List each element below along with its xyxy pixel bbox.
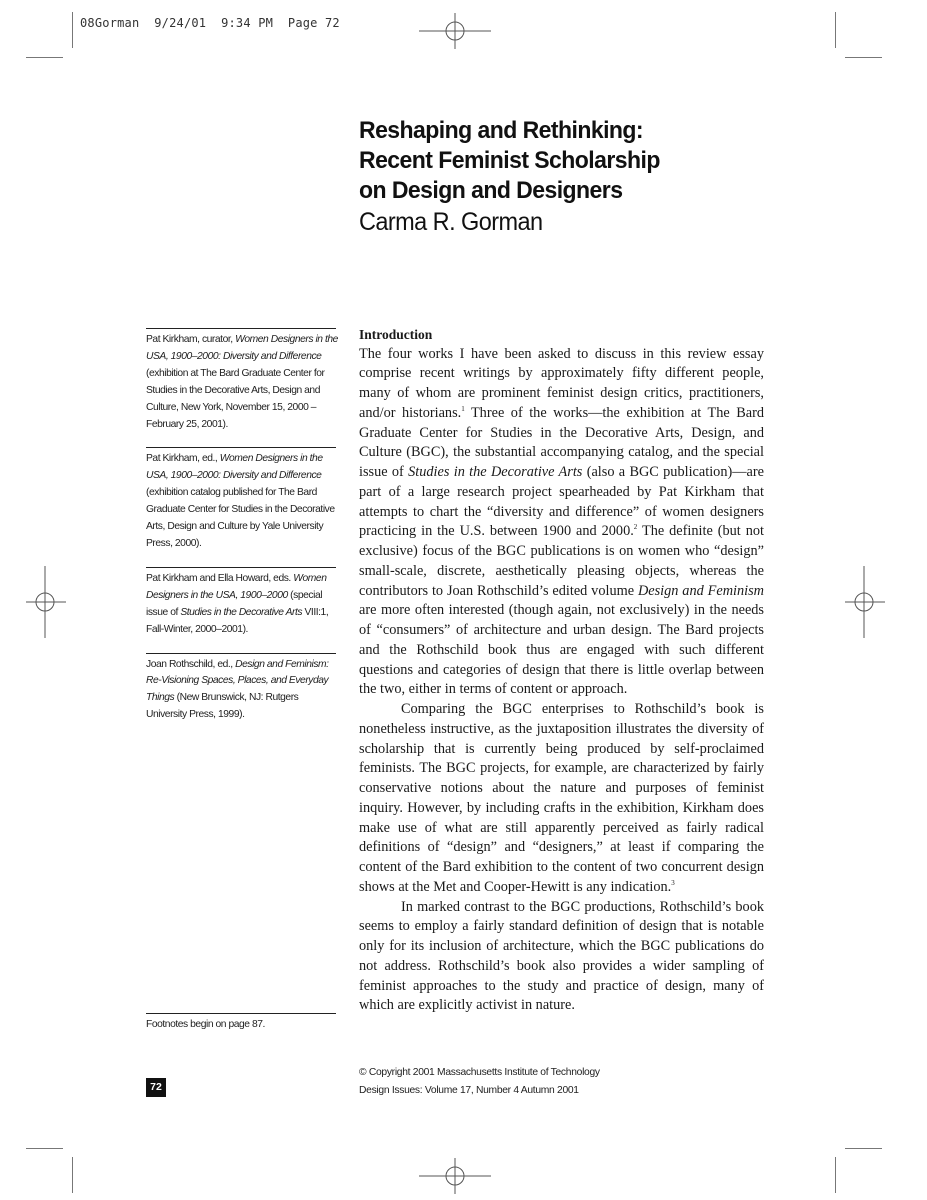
- footnotes-note: [146, 1013, 336, 1034]
- italic-text: Women Designers in the: [219, 453, 323, 465]
- body-paragraph: [359, 700, 764, 898]
- reference-entry: [146, 653, 336, 725]
- italic-text: Things: [146, 692, 175, 704]
- reference-line: [146, 690, 336, 707]
- reference-line: [146, 536, 336, 553]
- italic-text: Women: [293, 572, 327, 584]
- text-run: Pat Kirkham, curator,: [146, 334, 236, 345]
- text-run: February 25, 2001).: [146, 418, 228, 430]
- article-title-block: [359, 116, 839, 238]
- reference-line: [146, 451, 336, 468]
- article-title-line: Reshaping and Rethinking:: [359, 117, 644, 144]
- reference-line: [146, 400, 336, 417]
- copyright-block: [359, 1064, 779, 1100]
- article-author: Carma R. Gorman: [359, 208, 543, 236]
- italic-text: USA, 1900–2000: Diversity and Difference: [146, 470, 322, 482]
- section-heading: Introduction: [359, 327, 433, 342]
- crop-mark-top-right-vertical: [835, 12, 836, 48]
- page-number: 72: [146, 1078, 166, 1097]
- reference-line: [146, 485, 336, 502]
- footnote-marker: 2: [633, 523, 638, 532]
- crop-mark-bottom-right-vertical: [835, 1157, 836, 1193]
- reference-line: [146, 349, 336, 366]
- article-title-line: on Design and Designers: [359, 177, 623, 204]
- text-run: Three of the works—the exhibition at The Bard Graduate Center for Studies in the Decorative Arts, Design, and Culture (BGC), the substantial accompanying catalog, and the special issue of: [359, 404, 764, 481]
- crop-mark-bottom-left-vertical: [72, 1157, 73, 1193]
- reference-line: [146, 673, 336, 690]
- journal-issue-line: Design Issues: Volume 17, Number 4 Autumn 2001: [359, 1085, 579, 1096]
- reference-line: [146, 332, 336, 349]
- body-paragraph: [359, 345, 764, 701]
- text-run: VIII:1,: [302, 606, 329, 618]
- italic-text: Studies in the Decorative Arts: [408, 464, 583, 481]
- footnotes-note-text: Footnotes begin on page 87.: [146, 1019, 265, 1030]
- reference-entry: [146, 328, 336, 433]
- reference-line: [146, 366, 336, 383]
- text-run: Graduate Center for Studies in the Decorative: [146, 504, 335, 516]
- reference-line: [146, 657, 336, 674]
- text-run: Comparing the BGC enterprises to Rothschild’s book is nonetheless instructive, as the juxtaposition illustrates the diversity of scholarship that is currently being produced by self-proclaimed feminists. The BGC projects, for example, are characterized by fairly conservative notions about the nature and purposes of feminist inquiry. However, by including crafts in the exhibition, Kirkham does make use of what are still apparently perceived as fairly radical definitions of “design” and “designers,” at least if comparing the content of the Bard exhibition to the content of two concurrent design shows at the Met and Cooper-Hewitt is any indication.: [359, 701, 764, 895]
- text-run: Joan Rothschild, ed.,: [146, 658, 236, 670]
- article-body: [359, 325, 764, 1016]
- text-run: University Press, 1999).: [146, 709, 245, 721]
- reference-line: [146, 502, 336, 519]
- text-run: (exhibition catalog published for The Bard: [146, 487, 317, 499]
- text-run: (exhibition at The Bard Graduate Center for: [146, 367, 325, 379]
- printer-slug: 08Gorman 9/24/01 9:34 PM Page 72: [80, 16, 340, 30]
- text-run: Press, 2000).: [146, 537, 202, 549]
- reference-entry: [146, 567, 336, 639]
- reference-line: [146, 417, 336, 434]
- text-run: Fall-Winter, 2000–2001).: [146, 623, 248, 635]
- crop-mark-bottom-right-horizontal: [845, 1148, 882, 1149]
- crop-mark-top-left-vertical: [72, 12, 73, 48]
- reference-line: [146, 588, 336, 605]
- italic-text: Studies in the Decorative Arts: [180, 606, 303, 618]
- body-paragraph: [359, 898, 764, 1017]
- text-run: Culture, New York, November 15, 2000 –: [146, 401, 317, 413]
- text-run: (special: [287, 589, 323, 601]
- article-title-line: Recent Feminist Scholarship: [359, 147, 660, 174]
- text-run: Studies in the Decorative Arts, Design and: [146, 384, 320, 396]
- text-run: The definite (but not exclusive) focus of the BGC publications is on women who “design” small-scale, discrete, aesthetically pleasing objects, whereas the contributors to Joan Rothschild’s edited volume: [359, 523, 764, 599]
- reference-line: [146, 571, 336, 588]
- text-run: (also a BGC publication)—are part of a large research project spearheaded by Pat Kirkham that attempts to chart the “diversity and difference” of women designers practicing in the U.S. between 1900 and 2000.: [359, 464, 764, 540]
- italic-text: Design and Feminism: [637, 582, 765, 599]
- reviewed-works-sidebar: [146, 328, 336, 738]
- reference-line: [146, 383, 336, 400]
- reference-entry: [146, 447, 336, 552]
- registration-mark-top-icon: [419, 13, 491, 49]
- reference-line: [146, 605, 336, 622]
- registration-mark-left-icon: [26, 566, 66, 638]
- text-run: issue of: [146, 606, 181, 618]
- text-run: are more often interested (though again, not exclusively) in the needs of “consumers” of architecture and urban design. The Bard projects and the Rothschild book thus are engaged with such different questions and categories of design that there is little overlap between the two, either in terms of content or approach.: [359, 602, 764, 698]
- footnote-marker: 3: [671, 879, 675, 888]
- text-run: Pat Kirkham, ed.,: [146, 453, 220, 465]
- reference-line: [146, 468, 336, 485]
- italic-text: Design and Feminism:: [235, 658, 329, 670]
- reference-line: [146, 519, 336, 536]
- crop-mark-bottom-left-horizontal: [26, 1148, 63, 1149]
- copyright-line: © Copyright 2001 Massachusetts Institute of Technology: [359, 1067, 600, 1078]
- text-run: Arts, Design and Culture by Yale University: [146, 521, 324, 533]
- crop-mark-top-right-horizontal: [845, 57, 882, 58]
- text-run: In marked contrast to the BGC productions, Rothschild’s book seems to employ a fairly standard definition of design that is notable only for its inclusion of architecture, which the BGC publications do not address. Rothschild’s book also provides a wider sampling of feminist approaches to the study and practice of design, many of which are explicitly activist in nature.: [359, 898, 764, 1014]
- italic-text: USA, 1900–2000: Diversity and Difference: [146, 350, 322, 362]
- text-run: (New Brunswick, NJ: Rutgers: [174, 692, 299, 704]
- italic-text: Women Designers in the: [235, 334, 338, 345]
- crop-mark-top-left-horizontal: [26, 57, 63, 58]
- registration-mark-right-icon: [845, 566, 885, 638]
- text-run: The four works I have been asked to discuss in this review essay comprise recent writings by approximately fifty different people, many of whom are prominent feminist design critics, practitioners, and/or historians.: [359, 345, 764, 421]
- text-run: Pat Kirkham and Ella Howard, eds.: [146, 572, 294, 584]
- italic-text: Re-Visioning Spaces, Places, and Everyday: [146, 675, 329, 687]
- italic-text: Designers in the USA, 1900–2000: [146, 589, 288, 601]
- footnote-marker: 1: [461, 405, 465, 414]
- registration-mark-bottom-icon: [419, 1158, 491, 1194]
- reference-line: [146, 707, 336, 724]
- reference-line: [146, 622, 336, 639]
